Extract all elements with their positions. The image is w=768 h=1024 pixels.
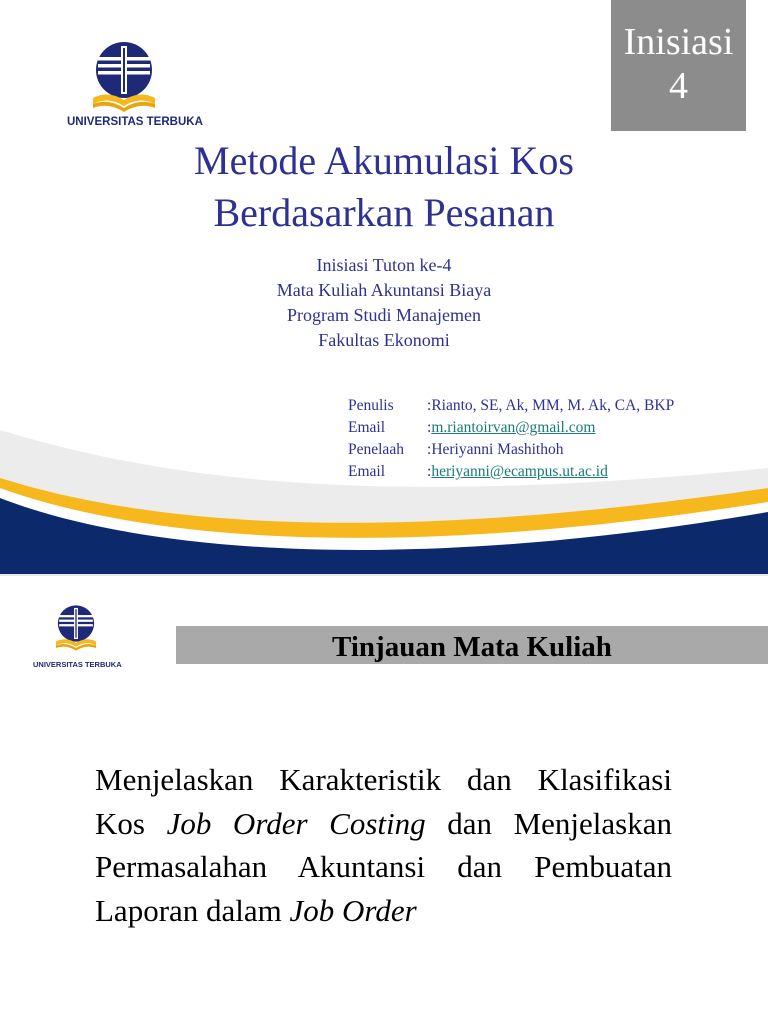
email-link-penulis[interactable]: m.riantoirvan@gmail.com — [431, 419, 596, 436]
info-separator: : — [427, 419, 432, 436]
email-link-penelaah[interactable]: heriyanni@ecampus.ut.ac.id — [431, 463, 608, 480]
subtitle-line: Mata Kuliah Akuntansi Biaya — [276, 280, 492, 300]
slide-title-line-2: Berdasarkan Pesanan — [213, 190, 555, 235]
info-row-penelaah — [348, 439, 674, 461]
body-text-italic-2: Job Order — [289, 892, 417, 928]
university-logo-text: UNIVERSITAS TERBUKA — [33, 660, 122, 669]
info-label: Penelaah — [348, 441, 404, 458]
slide-subtitle — [0, 253, 768, 353]
badge-line-2: 4 — [669, 65, 688, 107]
badge-line-1: Inisiasi — [623, 21, 734, 63]
section-banner — [176, 626, 768, 664]
info-value: Heriyanni Mashithoh — [431, 441, 564, 458]
info-row-penulis — [348, 395, 674, 417]
university-logo-icon — [54, 604, 98, 652]
info-separator: : — [427, 397, 432, 414]
info-separator: : — [427, 441, 432, 458]
info-label: Penulis — [348, 397, 394, 414]
section-banner-title: Tinjauan Mata Kuliah — [332, 631, 612, 663]
subtitle-line: Fakultas Ekonomi — [318, 330, 450, 350]
body-text-part-1: Menjelaskan Karakteristik dan Klasifikasi Kos — [95, 762, 672, 841]
info-row-email-penulis — [348, 417, 674, 439]
subtitle-line: Inisiasi Tuton ke-4 — [316, 255, 452, 275]
university-logo-text: UNIVERSITAS TERBUKA — [67, 116, 203, 128]
university-logo-icon — [90, 40, 158, 114]
body-text-italic-1: Job Order Costing — [166, 805, 426, 841]
slide-title-line-1: Metode Akumulasi Kos — [194, 138, 574, 183]
info-label: Email — [348, 463, 386, 480]
info-label: Email — [348, 419, 386, 436]
info-value: Rianto, SE, Ak, MM, M. Ak, CA, BKP — [431, 397, 675, 414]
info-separator: : — [427, 463, 432, 480]
body-text-part-3: dan Menjelaskan Permasalahan Akuntansi dan Pembuatan Laporan dalam — [95, 805, 672, 928]
author-info — [348, 395, 674, 483]
subtitle-line: Program Studi Manajemen — [287, 305, 481, 325]
slide-2 — [0, 576, 768, 1024]
slide-title — [0, 135, 768, 239]
course-overview-text — [95, 758, 672, 932]
info-row-email-penelaah — [348, 461, 674, 483]
inisiasi-badge — [611, 0, 746, 131]
